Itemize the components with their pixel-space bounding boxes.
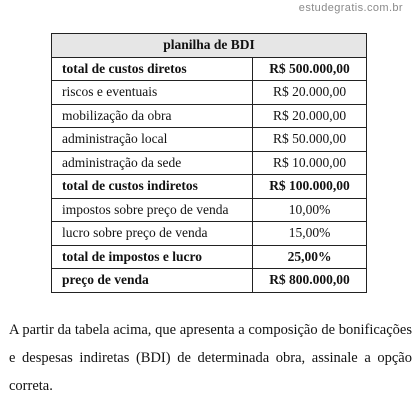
table-row — [52, 57, 367, 81]
row-label: riscos e eventuais — [52, 81, 253, 105]
row-label: total de custos diretos — [52, 57, 253, 81]
table-header-row — [52, 34, 367, 58]
row-value: 15,00% — [253, 222, 367, 246]
table-row — [52, 175, 367, 199]
question-text: A partir da tabela acima, que apresenta a composição de bonificações e despesas indiretas (BDI) de determinada obra, assinale a opção correta. — [9, 322, 412, 394]
table-row — [52, 269, 367, 293]
row-label: total de custos indiretos — [52, 175, 253, 199]
row-value: R$ 800.000,00 — [253, 269, 367, 293]
row-label: administração da sede — [52, 151, 253, 175]
row-label: preço de venda — [52, 269, 253, 293]
watermark: estudegratis.com.br — [298, 2, 403, 14]
row-label: mobilização da obra — [52, 104, 253, 128]
table-row — [52, 81, 367, 105]
table-row — [52, 151, 367, 175]
table-row — [52, 245, 367, 269]
row-value: R$ 500.000,00 — [253, 57, 367, 81]
bdi-table — [51, 33, 367, 293]
row-value: 10,00% — [253, 198, 367, 222]
table-row — [52, 222, 367, 246]
table-row — [52, 104, 367, 128]
table-row — [52, 128, 367, 152]
row-label: administração local — [52, 128, 253, 152]
row-label: lucro sobre preço de venda — [52, 222, 253, 246]
row-value: R$ 20.000,00 — [253, 81, 367, 105]
row-value: R$ 20.000,00 — [253, 104, 367, 128]
row-label: impostos sobre preço de venda — [52, 198, 253, 222]
row-value: R$ 10.000,00 — [253, 151, 367, 175]
table-row — [52, 198, 367, 222]
row-value: R$ 50.000,00 — [253, 128, 367, 152]
table-body — [52, 57, 367, 292]
table-title: planilha de BDI — [52, 34, 367, 58]
row-value: R$ 100.000,00 — [253, 175, 367, 199]
row-label: total de impostos e lucro — [52, 245, 253, 269]
row-value: 25,00% — [253, 245, 367, 269]
